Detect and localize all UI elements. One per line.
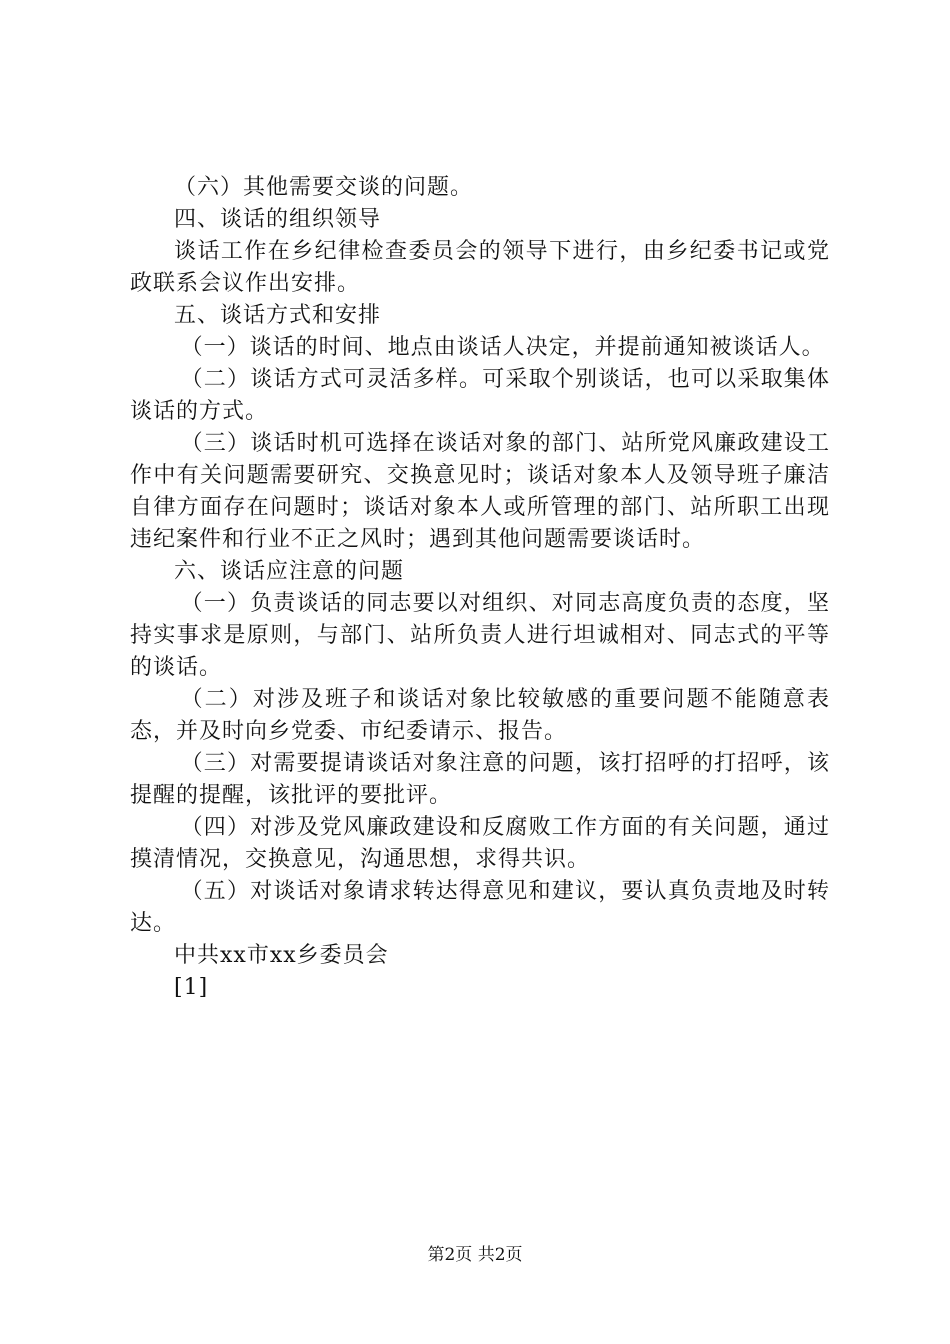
paragraph-arrangement-3: （三）谈话时机可选择在谈话对象的部门、站所党风廉政建设工作中有关问题需要研究、交换意见时；谈话对象本人及领导班子廉洁自律方面存在问题时；谈话对象本人或所管理的部门、站所职工出现违纪案件和行业不正之风时；遇到其他问题需要谈话时。 xyxy=(130,431,830,552)
document-body xyxy=(130,172,830,1004)
paragraph-note-4: （四）对涉及党风廉政建设和反腐败工作方面的有关问题，通过摸清情况，交换意见，沟通思想，求得共识。 xyxy=(130,815,830,872)
paragraph-note-3: （三）对需要提请谈话对象注意的问题，该打招呼的打招呼，该提醒的提醒，该批评的要批评。 xyxy=(130,751,830,808)
paragraph-arrangement-1: （一）谈话的时间、地点由谈话人决定，并提前通知被谈话人。 xyxy=(180,335,825,360)
page-number-footer: 第2页 共2页 xyxy=(427,1245,523,1265)
section-heading-5: 五、谈话方式和安排 xyxy=(174,303,382,328)
reference-marker: [1] xyxy=(174,975,209,1000)
signature-organization: 中共xx市xx乡委员会 xyxy=(174,943,389,968)
section-heading-4: 四、谈话的组织领导 xyxy=(174,207,382,232)
paragraph-note-5: （五）对谈话对象请求转达得意见和建议，要认真负责地及时转达。 xyxy=(130,879,830,936)
paragraph-arrangement-2: （二）谈话方式可灵活多样。可采取个别谈话，也可以采取集体谈话的方式。 xyxy=(130,367,830,424)
paragraph-organization: 谈话工作在乡纪律检查委员会的领导下进行，由乡纪委书记或党政联系会议作出安排。 xyxy=(130,239,830,296)
paragraph-note-2: （二）对涉及班子和谈话对象比较敏感的重要问题不能随意表态，并及时向乡党委、市纪委请示、报告。 xyxy=(130,687,830,744)
paragraph-item-6: （六）其他需要交谈的问题。 xyxy=(174,175,474,200)
section-heading-6: 六、谈话应注意的问题 xyxy=(174,559,405,584)
paragraph-note-1: （一）负责谈话的同志要以对组织、对同志高度负责的态度，坚持实事求是原则，与部门、站所负责人进行坦诚相对、同志式的平等的谈话。 xyxy=(130,591,830,680)
